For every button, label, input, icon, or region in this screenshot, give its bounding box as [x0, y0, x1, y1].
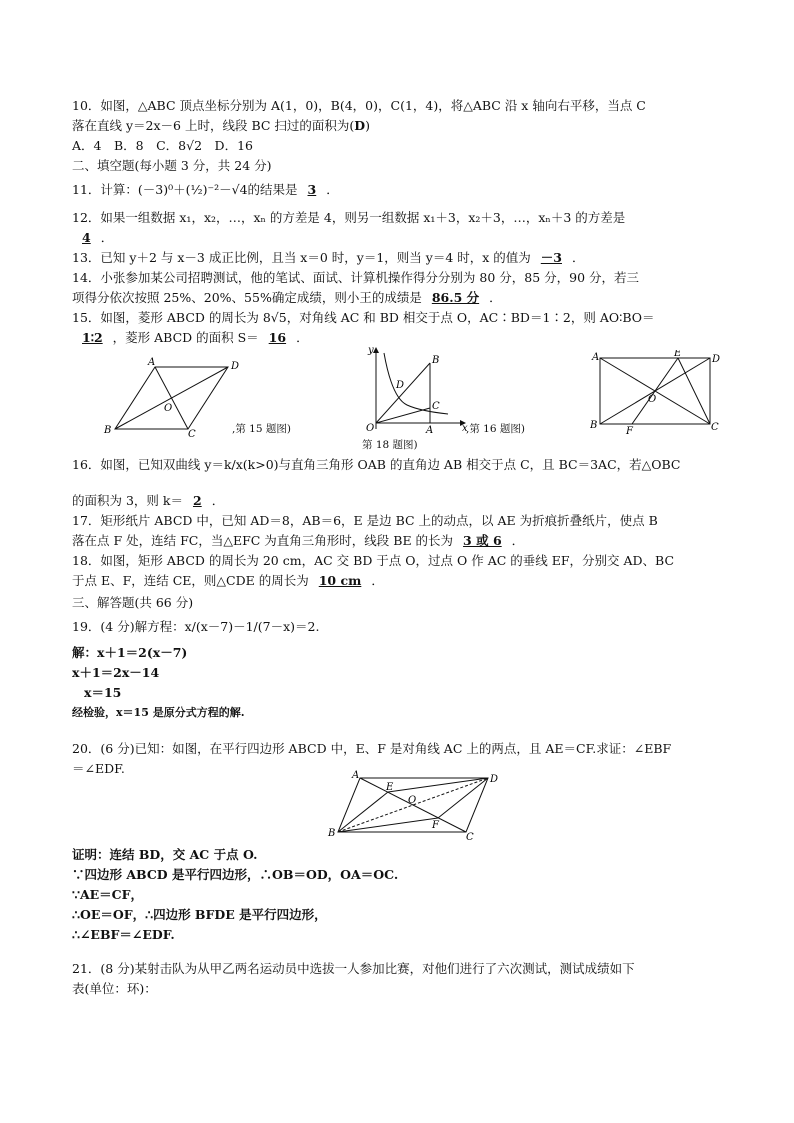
svg-text:x: x	[462, 423, 468, 434]
q17-answer: 3 或 6	[463, 533, 502, 548]
q12-post: ．	[100, 230, 114, 245]
q10-line2	[72, 118, 370, 134]
q17-post: ．	[511, 533, 525, 548]
figure-18-hyperbola	[362, 343, 552, 453]
q20-proof-3: ∵AE＝CF，	[72, 887, 144, 902]
q12-answer: 4	[82, 230, 91, 245]
q11	[72, 182, 339, 198]
svg-text:D: D	[490, 774, 499, 785]
q16-answer: 2	[192, 493, 202, 508]
q15-post: ．	[296, 330, 309, 345]
q20-line2: ＝∠EDF.	[72, 761, 125, 776]
q18-pre: 于点 E、F，连结 CE，则△CDE 的周长为	[72, 573, 309, 588]
svg-text:B: B	[328, 828, 336, 839]
svg-text:F: F	[626, 426, 633, 437]
svg-text:E: E	[386, 782, 394, 793]
svg-text:O: O	[366, 423, 375, 434]
q11-answer: 3	[307, 182, 317, 197]
q19-sol-4: 经检验，x＝15 是原分式方程的解.	[72, 706, 245, 719]
q21-line1: 21．(8 分)某射击队为从甲乙两名运动员中选拔一人参加比赛，对他们进行了六次测试，测试成绩如下	[72, 961, 635, 976]
figure-20-parallelogram	[326, 770, 506, 840]
q13-answer: －3	[540, 250, 562, 265]
q15-answer2: 16	[268, 330, 287, 345]
q18-line2	[72, 573, 384, 589]
q12-line2	[72, 230, 113, 246]
q10-line2-pre: 落在直线 y＝2x－6 上时，线段 BC 扫过的面积为(	[72, 118, 355, 133]
q13-post: ．	[571, 250, 585, 265]
q20-proof-2: ∵四边形 ABCD 是平行四边形，∴OB＝OD，OA＝OC.	[72, 867, 399, 882]
q14-line1: 14．小张参加某公司招聘测试，他的笔试、面试、计算机操作得分分别为 80 分，85 分，90 分，若三	[72, 270, 640, 285]
q19-sol-2: x＋1＝2x－14	[72, 665, 160, 680]
q19-sol-1: 解：x＋1＝2(x－7)	[72, 645, 188, 660]
q16-line2	[72, 493, 224, 509]
figure-16-caption: ,第 16 题图)	[466, 423, 525, 435]
svg-text:O: O	[408, 795, 417, 806]
q18-answer: 10 cm	[318, 573, 362, 588]
svg-text:C: C	[466, 832, 474, 840]
svg-text:A: A	[148, 357, 156, 368]
svg-text:E: E	[674, 350, 682, 359]
q20-proof-4: ∴OE＝OF，∴四边形 BFDE 是平行四边形，	[72, 907, 327, 922]
q16-line1: 16．如图，已知双曲线 y＝k/x(k>0)与直角三角形 OAB 的直角边 AB 相交于点 C，且 BC＝3AC，若△OBC	[72, 457, 681, 472]
svg-text:D: D	[396, 380, 405, 391]
svg-text:O: O	[648, 394, 657, 405]
q19-sol-3: x＝15	[84, 685, 122, 700]
q10-answer: D	[354, 118, 366, 133]
svg-text:C: C	[188, 429, 196, 440]
q18-post: ．	[371, 573, 384, 588]
q11-pre: 11．计算：(－3)⁰＋(½)⁻²－√4的结果是	[72, 182, 298, 197]
q13	[72, 250, 585, 266]
svg-text:C: C	[432, 401, 440, 412]
svg-text:B: B	[432, 355, 440, 366]
q10-line2-post: )	[365, 118, 371, 133]
section3-heading: 三、解答题(共 66 分)	[72, 595, 194, 610]
q20-proof-1: 证明：连结 BD，交 AC 于点 O.	[72, 847, 258, 862]
q19-question: 19．(4 分)解方程：x/(x－7)－1/(7－x)＝2.	[72, 619, 320, 634]
q14-post: ．	[489, 290, 502, 305]
q10-options: A．4 B．8 C．8√2 D．16	[72, 138, 253, 153]
svg-text:O: O	[164, 403, 173, 414]
q11-post: ．	[326, 182, 339, 197]
svg-text:A: A	[352, 770, 360, 781]
q21-line2: 表(单位：环)：	[72, 981, 157, 996]
q16-post: ．	[211, 493, 225, 508]
q17-pre: 落在点 F 处，连结 FC，当△EFC 为直角三角形时，线段 BE 的长为	[72, 533, 454, 548]
figure-18-caption: 第 18 题图)	[362, 439, 418, 451]
q18-line1: 18．如图，矩形 ABCD 的周长为 20 cm，AC 交 BD 于点 O，过点 O 作 AC 的垂线 EF，分别交 AD、BC	[72, 553, 675, 568]
q14-answer: 86.5 分	[431, 290, 480, 305]
figure-15-caption: ,第 15 题图)	[232, 423, 291, 435]
svg-text:A: A	[426, 425, 434, 435]
svg-text:B: B	[590, 420, 598, 431]
q17-line2	[72, 533, 524, 549]
q15-line2	[72, 330, 309, 346]
section2-heading: 二、填空题(每小题 3 分，共 24 分)	[72, 158, 272, 173]
svg-text:D: D	[712, 354, 720, 365]
q10-line1: 10．如图，△ABC 顶点坐标分别为 A(1，0)，B(4，0)，C(1，4)，将△ABC 沿 x 轴向右平移，当点 C	[72, 98, 646, 113]
q13-pre: 13．已知 y＋2 与 x－3 成正比例，且当 x＝0 时，y＝1，则当 y＝4 时，x 的值为	[72, 250, 531, 265]
q20-proof-5: ∴∠EBF＝∠EDF.	[72, 927, 175, 942]
svg-text:y: y	[368, 345, 374, 356]
q17-line1: 17．矩形纸片 ABCD 中，已知 AD＝8，AB＝6，E 是边 BC 上的动点，以 AE 为折痕折叠纸片，使点 B	[72, 513, 658, 528]
figure-rectangle	[590, 350, 720, 440]
svg-text:F: F	[432, 820, 439, 831]
q15-answer1: 1∶2	[82, 330, 103, 345]
q14-pre: 项得分依次按照 25%、20%、55%确定成绩，则小王的成绩是	[72, 290, 422, 305]
q16-pre: 的面积为 3，则 k＝	[72, 493, 183, 508]
q20-line1: 20．(6 分)已知：如图，在平行四边形 ABCD 中，E、F 是对角线 AC 上的两点，且 AE＝CF.求证：∠EBF	[72, 741, 672, 756]
svg-text:B: B	[104, 425, 112, 436]
q14-line2	[72, 290, 502, 306]
q15-line1: 15．如图，菱形 ABCD 的周长为 8√5，对角线 AC 和 BD 相交于点 O，AC∶BD＝1∶2，则 AO∶BO＝	[72, 310, 655, 325]
figure-15-rhombus	[100, 355, 310, 440]
svg-text:A: A	[592, 352, 600, 363]
q12-line1: 12．如果一组数据 x₁，x₂，…，xₙ 的方差是 4，则另一组数据 x₁＋3，x₂＋3，…，xₙ＋3 的方差是	[72, 210, 626, 225]
svg-text:D: D	[231, 361, 240, 372]
q15-mid: ，菱形 ABCD 的面积 S＝	[112, 330, 259, 345]
svg-text:C: C	[711, 422, 719, 433]
